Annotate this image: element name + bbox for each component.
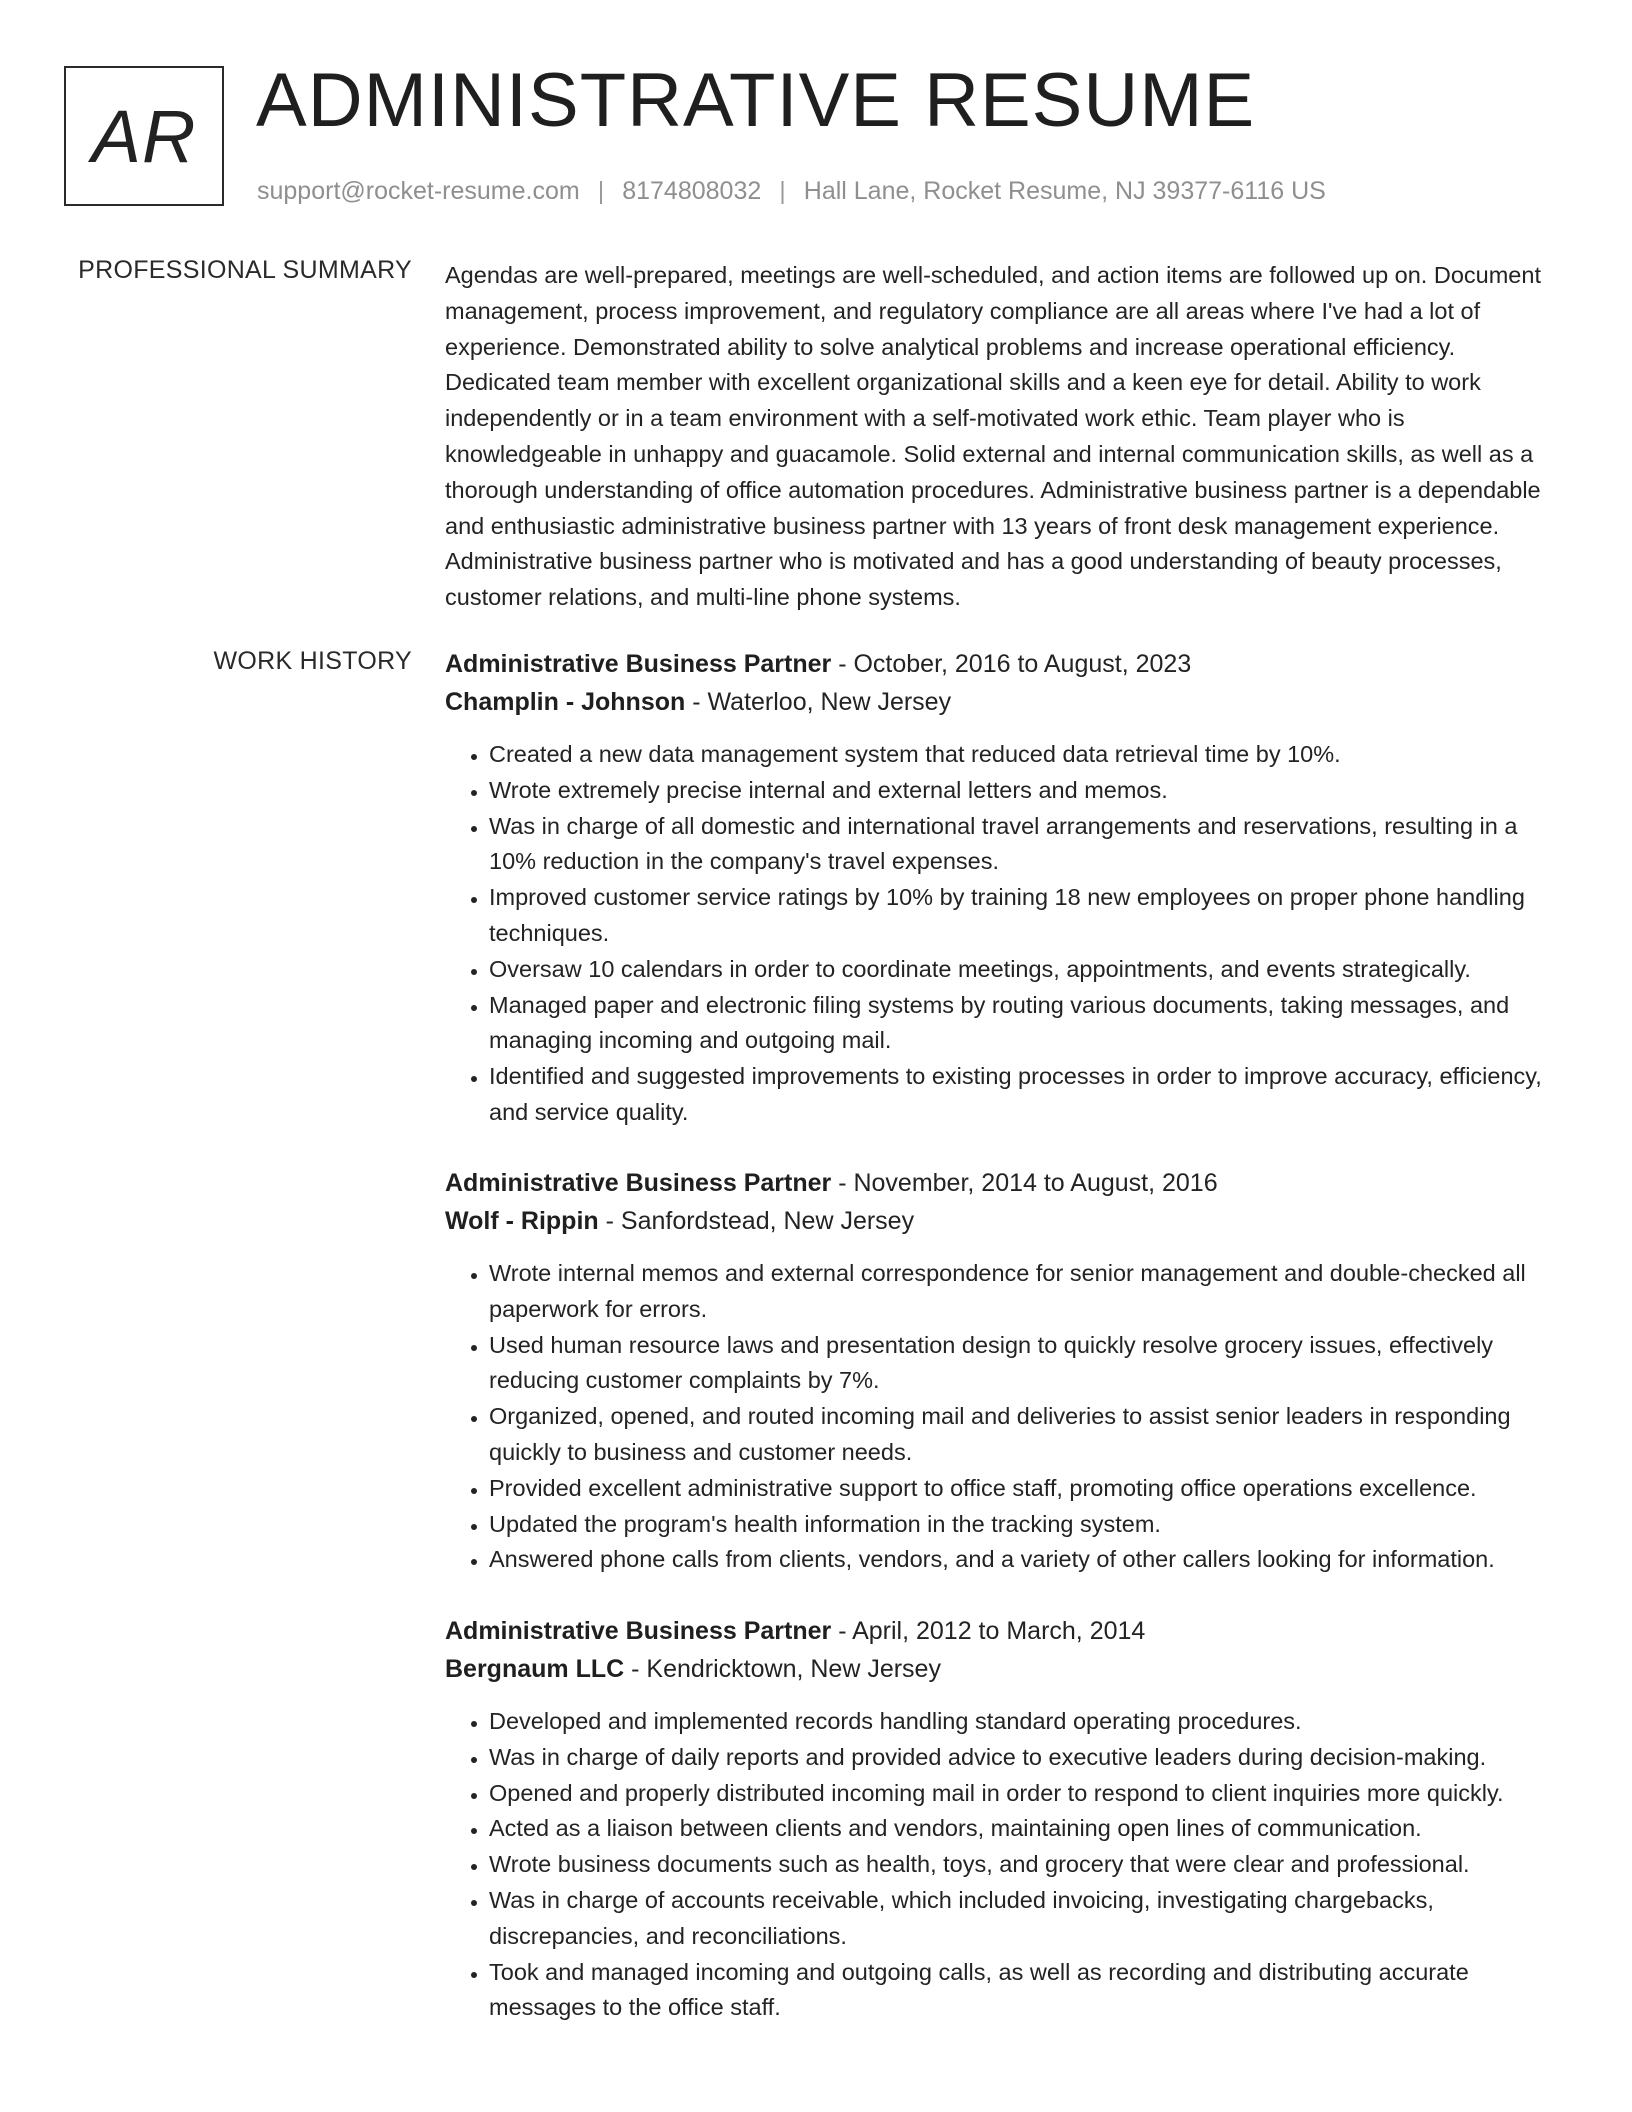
job-bullet: • Oversaw 10 calendars in order to coordinate meetings, appointments, and events strategically. (489, 952, 1565, 988)
job-dates: - November, 2014 to August, 2016 (831, 1169, 1218, 1197)
job-entry (445, 1612, 1565, 2026)
job-location: - Sanfordstead, New Jersey (598, 1207, 915, 1235)
job-bullet: • Was in charge of all domestic and international travel arrangements and reservations, resulting in a 10% reduction in the company's travel expenses. (489, 809, 1565, 881)
monogram-badge: AR (64, 66, 224, 206)
job-bullet: • Was in charge of daily reports and provided advice to executive leaders during decision-making. (489, 1740, 1565, 1776)
job-title-line (445, 1612, 1565, 1650)
contact-separator: | (779, 177, 786, 205)
job-company: Wolf - Rippin (445, 1207, 599, 1235)
job-company: Champlin - Johnson (445, 688, 686, 716)
job-title: Administrative Business Partner (445, 1169, 832, 1197)
job-bullets (445, 1256, 1565, 1578)
job-bullet: • Was in charge of accounts receivable, which included invoicing, investigating chargebacks, discrepancies, and reconciliations. (489, 1883, 1565, 1955)
job-company-line (445, 1202, 1565, 1240)
job-bullet: • Identified and suggested improvements to existing processes in order to improve accuracy, efficiency, and service quality. (489, 1059, 1565, 1131)
job-dates: - October, 2016 to August, 2023 (831, 650, 1192, 678)
job-bullets (445, 737, 1565, 1131)
job-bullet: • Acted as a liaison between clients and vendors, maintaining open lines of communication. (489, 1811, 1565, 1847)
job-bullet: • Developed and implemented records handling standard operating procedures. (489, 1704, 1565, 1740)
job-location: - Waterloo, New Jersey (685, 688, 952, 716)
job-bullet: • Organized, opened, and routed incoming mail and deliveries to assist senior leaders in responding quickly to business and customer needs. (489, 1399, 1565, 1471)
job-title: Administrative Business Partner (445, 1617, 832, 1645)
job-company: Bergnaum LLC (445, 1655, 625, 1683)
job-company-line (445, 683, 1565, 721)
job-entry (445, 1164, 1565, 1578)
section-label-work-history: WORK HISTORY (213, 647, 412, 675)
contact-phone: 8174808032 (622, 177, 762, 205)
job-title-line (445, 1164, 1565, 1202)
job-entry (445, 645, 1565, 1131)
job-bullet: • Wrote internal memos and external correspondence for senior management and double-checked all paperwork for errors. (489, 1256, 1565, 1328)
contact-email: support@rocket-resume.com (257, 177, 580, 205)
job-bullet: • Wrote extremely precise internal and external letters and memos. (489, 773, 1565, 809)
section-label-summary: PROFESSIONAL SUMMARY (78, 256, 412, 284)
job-bullets (445, 1704, 1565, 2026)
contact-separator: | (597, 177, 605, 205)
job-bullet: • Answered phone calls from clients, vendors, and a variety of other callers looking for information. (489, 1542, 1565, 1578)
job-bullet: • Wrote business documents such as health, toys, and grocery that were clear and professional. (489, 1847, 1565, 1883)
job-bullet: • Provided excellent administrative support to office staff, promoting office operations excellence. (489, 1471, 1565, 1507)
summary-text: Agendas are well-prepared, meetings are well-scheduled, and action items are followed up on. Document management, process improvement, and regulatory compliance are all areas where I've had a lot of experience. Demonstrated ability to solve analytical problems and increase operational efficiency. Dedicated team member with excellent organizational skills and a keen eye for detail. Ability to work independently or in a team environment with a self-motivated work ethic. Team player who is knowledgeable in unhappy and guacamole. Solid external and internal communication skills, as well as a thorough understanding of office automation procedures. Administrative business partner is a dependable and enthusiastic administrative business partner with 13 years of front desk management experience. Administrative business partner who is motivated and has a good understanding of beauty processes, customer relations, and multi-line phone systems. (445, 262, 1541, 611)
job-bullet: • Managed paper and electronic filing systems by routing various documents, taking messages, and managing incoming and outgoing mail. (489, 988, 1565, 1060)
contact-line (257, 174, 1326, 208)
job-bullet: • Created a new data management system that reduced data retrieval time by 10%. (489, 737, 1565, 773)
job-dates: - April, 2012 to March, 2014 (831, 1617, 1146, 1645)
job-title: Administrative Business Partner (445, 650, 832, 678)
job-bullet: • Opened and properly distributed incoming mail in order to respond to client inquiries more quickly. (489, 1776, 1565, 1812)
contact-address: Hall Lane, Rocket Resume, NJ 39377-6116 US (803, 177, 1326, 205)
page-title: ADMINISTRATIVE RESUME (256, 58, 1256, 143)
job-bullet: • Took and managed incoming and outgoing calls, as well as recording and distributing accurate messages to the office staff. (489, 1955, 1565, 2027)
job-company-line (445, 1650, 1565, 1688)
job-bullet: • Improved customer service ratings by 10% by training 18 new employees on proper phone handling techniques. (489, 880, 1565, 952)
job-location: - Kendricktown, New Jersey (624, 1655, 941, 1683)
job-title-line (445, 645, 1565, 683)
job-bullet: • Updated the program's health information in the tracking system. (489, 1507, 1565, 1543)
job-bullet: • Used human resource laws and presentation design to quickly resolve grocery issues, effectively reducing customer complaints by 7%. (489, 1328, 1565, 1400)
